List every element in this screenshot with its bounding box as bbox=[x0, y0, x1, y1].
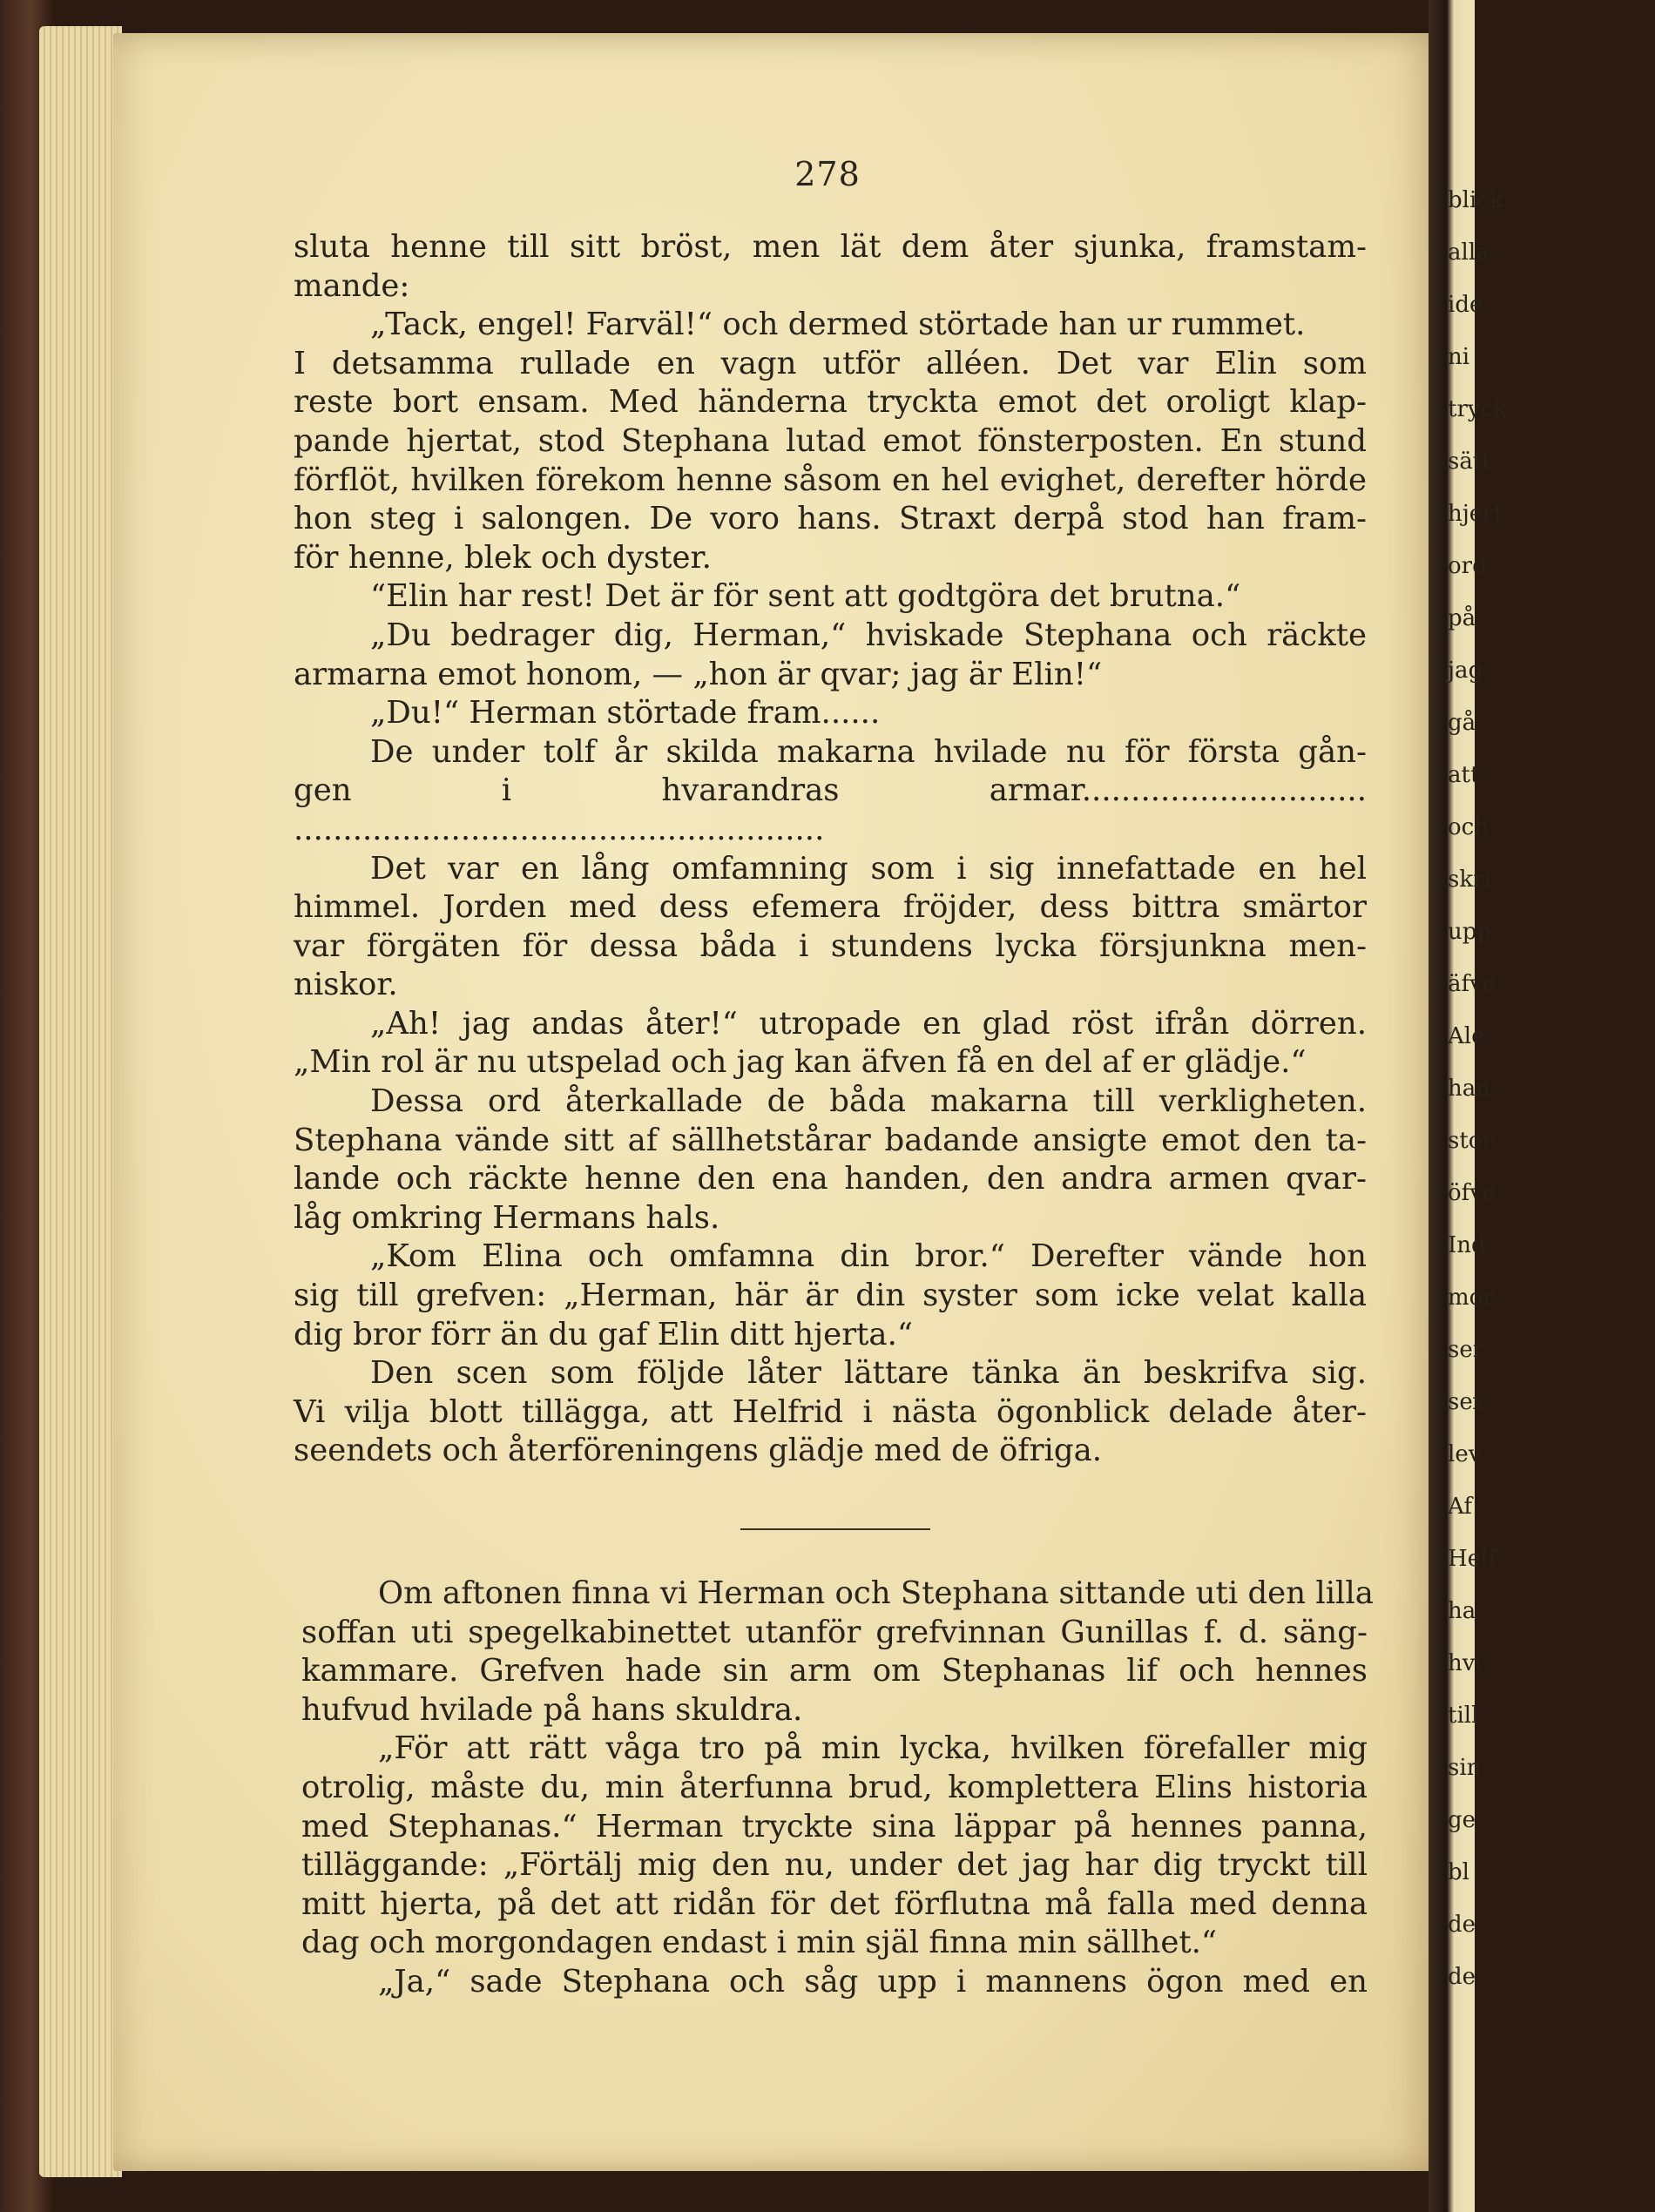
text-line: med Stephanas.“ Herman tryckte sina läppar på hennes panna, bbox=[301, 1808, 1368, 1844]
text-line: lande och räckte henne den ena handen, den andra armen qvar- bbox=[294, 1161, 1367, 1197]
text-line: niskor. bbox=[294, 967, 398, 1003]
text-line: „För att rätt våga tro på min lycka, hvilken förefaller mig bbox=[378, 1730, 1368, 1767]
text-line: „Tack, engel! Farväl!“ och dermed störtade han ur rummet. bbox=[370, 307, 1306, 343]
text-line: himmel. Jorden med dess efemera fröjder, dess bittra smärtor bbox=[294, 889, 1367, 926]
text-line: ...................................................... bbox=[294, 811, 825, 847]
text-line: låg omkring Hermans hals. bbox=[294, 1199, 720, 1236]
text-line: för henne, blek och dyster. bbox=[294, 539, 712, 576]
section-divider bbox=[740, 1528, 930, 1530]
text-line: „Min rol är nu utspelad och jag kan äfven få en del af er glädje.“ bbox=[294, 1044, 1307, 1081]
body-text-bottom bbox=[301, 1575, 1374, 2002]
text-line: gen i hvarandras armar............................. bbox=[294, 772, 1367, 809]
text-line: förflöt, hvilken förekom henne såsom en hel evighet, derefter hörde bbox=[294, 462, 1367, 498]
text-line: Dessa ord återkallade de båda makarna till verkligheten. bbox=[370, 1083, 1367, 1120]
text-line: dig bror förr än du gaf Elin ditt hjerta.“ bbox=[294, 1316, 914, 1352]
body-text-top bbox=[294, 228, 1367, 1471]
next-page-fragments: blick alla ide ni tryck sätt hjert ord på jag gå att och skri upp äfve Ale han stor öfve Ind mor ser. sex lev Af Helf ha hvi till sin ge bl de de bbox=[1448, 187, 1507, 1990]
text-line: soffan uti spegelkabinettet utanför grefvinnan Gunillas f. d. säng- bbox=[301, 1614, 1368, 1650]
text-line: sig till grefven: „Herman, här är din syster som icke velat kalla bbox=[294, 1278, 1367, 1314]
text-line: var förgäten för dessa båda i stundens lycka försjunkna men- bbox=[294, 927, 1367, 964]
page-number: 278 bbox=[794, 155, 861, 193]
text-line: I detsamma rullade en vagn utför alléen. Det var Elin som bbox=[294, 345, 1367, 381]
text-line: otrolig, måste du, min återfunna brud, komplettera Elins historia bbox=[301, 1769, 1368, 1805]
text-line: armarna emot honom, — „hon är qvar; jag är Elin!“ bbox=[294, 656, 1103, 692]
text-line: dag och morgondagen endast i min själ finna min sällhet.“ bbox=[301, 1925, 1218, 1961]
text-line: hon steg i salongen. De voro hans. Straxt derpå stod han fram- bbox=[294, 501, 1367, 537]
text-line: „Ah! jag andas åter!“ utropade en glad röst ifrån dörren. bbox=[370, 1005, 1367, 1042]
text-line: Den scen som följde låter lättare tänka än beskrifva sig. bbox=[370, 1355, 1367, 1392]
text-line: sluta henne till sitt bröst, men lät dem åter sjunka, framstam- bbox=[294, 229, 1367, 265]
text-line: „Kom Elina och omfamna din bror.“ Derefter vände hon bbox=[370, 1238, 1367, 1275]
text-line: “Elin har rest! Det är för sent att godtgöra det brutna.“ bbox=[370, 578, 1241, 615]
text-line: „Du bedrager dig, Herman,“ hviskade Stephana och räckte bbox=[370, 617, 1367, 653]
text-line: tilläggande: „Förtälj mig den nu, under det jag har dig tryckt till bbox=[301, 1847, 1368, 1884]
text-line: kammare. Grefven hade sin arm om Stephanas lif och hennes bbox=[301, 1653, 1368, 1689]
page-edges bbox=[39, 26, 122, 2177]
text-line: „Du!“ Herman störtade fram...... bbox=[370, 695, 881, 732]
text-line: De under tolf år skilda makarna hvilade nu för första gån- bbox=[370, 733, 1367, 770]
text-line: seendets och återföreningens glädje med de öfriga. bbox=[294, 1433, 1103, 1469]
text-line: Stephana vände sitt af sällhetstårar badande ansigte emot den ta- bbox=[294, 1122, 1367, 1158]
text-line: Det var en lång omfamning som i sig innefattade en hel bbox=[370, 850, 1367, 887]
text-line: pande hjertat, stod Stephana lutad emot fönsterposten. En stund bbox=[294, 422, 1367, 459]
text-line: mitt hjerta, på det att ridån för det förflutna må falla med denna bbox=[301, 1885, 1368, 1922]
text-line: reste bort ensam. Med händerna tryckta emot det oroligt klap- bbox=[294, 384, 1367, 421]
text-line: „Ja,“ sade Stephana och såg upp i mannens ögon med en bbox=[378, 1963, 1368, 2000]
text-line: Vi vilja blott tillägga, att Helfrid i nästa ögonblick delade åter- bbox=[294, 1393, 1367, 1430]
text-line: mande: bbox=[294, 267, 410, 304]
text-line: hufvud hvilade på hans skuldra. bbox=[301, 1691, 803, 1728]
text-line: Om aftonen finna vi Herman och Stephana sittande uti den lilla bbox=[378, 1575, 1374, 1611]
